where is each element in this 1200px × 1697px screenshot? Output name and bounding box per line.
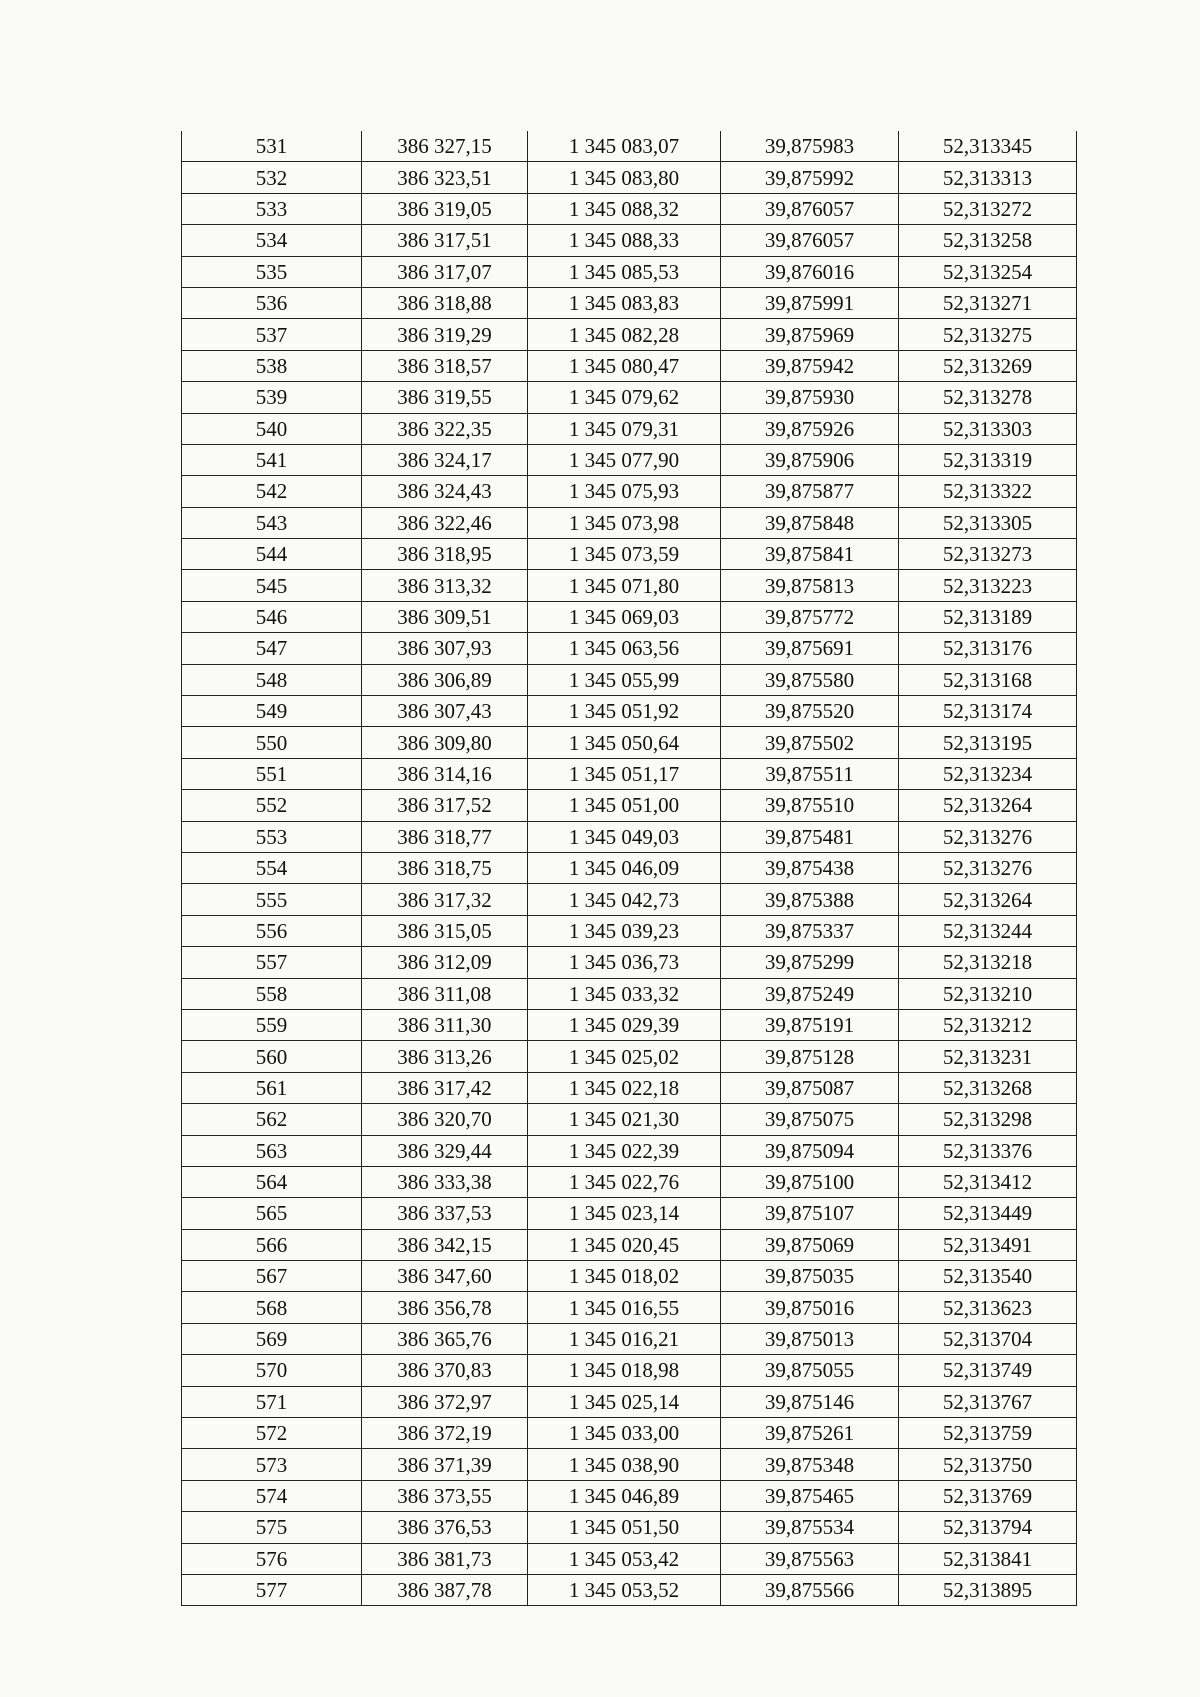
point-number-cell: 576 [182, 1543, 362, 1574]
table-row [182, 413, 1077, 444]
table-row [182, 225, 1077, 256]
y-coordinate-cell: 1 345 051,50 [528, 1512, 721, 1543]
table-row [182, 1104, 1077, 1135]
longitude-cell: 39,875481 [721, 821, 899, 852]
table-row [182, 570, 1077, 601]
latitude-cell: 52,313275 [899, 319, 1077, 350]
table-row [182, 758, 1077, 789]
longitude-cell: 39,875249 [721, 978, 899, 1009]
table-row [182, 507, 1077, 538]
table-row [182, 1166, 1077, 1197]
y-coordinate-cell: 1 345 046,09 [528, 852, 721, 883]
longitude-cell: 39,875877 [721, 476, 899, 507]
point-number-cell: 551 [182, 758, 362, 789]
point-number-cell: 532 [182, 162, 362, 193]
point-number-cell: 568 [182, 1292, 362, 1323]
x-coordinate-cell: 386 365,76 [362, 1323, 528, 1354]
table-row [182, 444, 1077, 475]
y-coordinate-cell: 1 345 088,33 [528, 225, 721, 256]
point-number-cell: 550 [182, 727, 362, 758]
point-number-cell: 538 [182, 350, 362, 381]
point-number-cell: 543 [182, 507, 362, 538]
longitude-cell: 39,875087 [721, 1072, 899, 1103]
point-number-cell: 562 [182, 1104, 362, 1135]
point-number-cell: 534 [182, 225, 362, 256]
point-number-cell: 548 [182, 664, 362, 695]
table-row [182, 915, 1077, 946]
point-number-cell: 567 [182, 1261, 362, 1292]
y-coordinate-cell: 1 345 079,62 [528, 382, 721, 413]
x-coordinate-cell: 386 307,43 [362, 696, 528, 727]
latitude-cell: 52,313276 [899, 852, 1077, 883]
x-coordinate-cell: 386 317,32 [362, 884, 528, 915]
table-row [182, 601, 1077, 632]
x-coordinate-cell: 386 317,52 [362, 790, 528, 821]
y-coordinate-cell: 1 345 021,30 [528, 1104, 721, 1135]
y-coordinate-cell: 1 345 088,32 [528, 193, 721, 224]
table-row [182, 664, 1077, 695]
latitude-cell: 52,313759 [899, 1418, 1077, 1449]
y-coordinate-cell: 1 345 080,47 [528, 350, 721, 381]
point-number-cell: 573 [182, 1449, 362, 1480]
latitude-cell: 52,313345 [899, 131, 1077, 162]
point-number-cell: 545 [182, 570, 362, 601]
latitude-cell: 52,313749 [899, 1355, 1077, 1386]
point-number-cell: 571 [182, 1386, 362, 1417]
point-number-cell: 552 [182, 790, 362, 821]
longitude-cell: 39,875013 [721, 1323, 899, 1354]
table-row [182, 1009, 1077, 1040]
y-coordinate-cell: 1 345 071,80 [528, 570, 721, 601]
latitude-cell: 52,313210 [899, 978, 1077, 1009]
x-coordinate-cell: 386 319,05 [362, 193, 528, 224]
point-number-cell: 541 [182, 444, 362, 475]
latitude-cell: 52,313264 [899, 790, 1077, 821]
latitude-cell: 52,313841 [899, 1543, 1077, 1574]
x-coordinate-cell: 386 314,16 [362, 758, 528, 789]
x-coordinate-cell: 386 318,77 [362, 821, 528, 852]
x-coordinate-cell: 386 372,97 [362, 1386, 528, 1417]
x-coordinate-cell: 386 311,30 [362, 1009, 528, 1040]
table-row [182, 947, 1077, 978]
table-row [182, 476, 1077, 507]
latitude-cell: 52,313223 [899, 570, 1077, 601]
y-coordinate-cell: 1 345 016,55 [528, 1292, 721, 1323]
table-row [182, 978, 1077, 1009]
x-coordinate-cell: 386 324,43 [362, 476, 528, 507]
x-coordinate-cell: 386 309,51 [362, 601, 528, 632]
longitude-cell: 39,875691 [721, 633, 899, 664]
y-coordinate-cell: 1 345 079,31 [528, 413, 721, 444]
x-coordinate-cell: 386 320,70 [362, 1104, 528, 1135]
table-row [182, 539, 1077, 570]
table-row [182, 131, 1077, 162]
longitude-cell: 39,875563 [721, 1543, 899, 1574]
table-row [182, 1418, 1077, 1449]
table-row [182, 727, 1077, 758]
latitude-cell: 52,313244 [899, 915, 1077, 946]
y-coordinate-cell: 1 345 018,02 [528, 1261, 721, 1292]
table-row [182, 162, 1077, 193]
table-row [182, 1072, 1077, 1103]
y-coordinate-cell: 1 345 073,59 [528, 539, 721, 570]
y-coordinate-cell: 1 345 022,39 [528, 1135, 721, 1166]
point-number-cell: 542 [182, 476, 362, 507]
point-number-cell: 566 [182, 1229, 362, 1260]
x-coordinate-cell: 386 309,80 [362, 727, 528, 758]
y-coordinate-cell: 1 345 075,93 [528, 476, 721, 507]
latitude-cell: 52,313704 [899, 1323, 1077, 1354]
table-row [182, 319, 1077, 350]
longitude-cell: 39,875906 [721, 444, 899, 475]
x-coordinate-cell: 386 306,89 [362, 664, 528, 695]
table-row [182, 1323, 1077, 1354]
x-coordinate-cell: 386 342,15 [362, 1229, 528, 1260]
latitude-cell: 52,313273 [899, 539, 1077, 570]
point-number-cell: 557 [182, 947, 362, 978]
x-coordinate-cell: 386 372,19 [362, 1418, 528, 1449]
table-row [182, 790, 1077, 821]
x-coordinate-cell: 386 313,32 [362, 570, 528, 601]
y-coordinate-cell: 1 345 053,42 [528, 1543, 721, 1574]
coordinates-table-body [182, 131, 1077, 1606]
table-row [182, 350, 1077, 381]
x-coordinate-cell: 386 347,60 [362, 1261, 528, 1292]
point-number-cell: 563 [182, 1135, 362, 1166]
table-row [182, 1449, 1077, 1480]
y-coordinate-cell: 1 345 055,99 [528, 664, 721, 695]
longitude-cell: 39,875848 [721, 507, 899, 538]
longitude-cell: 39,876057 [721, 225, 899, 256]
latitude-cell: 52,313769 [899, 1480, 1077, 1511]
y-coordinate-cell: 1 345 036,73 [528, 947, 721, 978]
y-coordinate-cell: 1 345 083,83 [528, 287, 721, 318]
y-coordinate-cell: 1 345 051,92 [528, 696, 721, 727]
x-coordinate-cell: 386 327,15 [362, 131, 528, 162]
latitude-cell: 52,313750 [899, 1449, 1077, 1480]
point-number-cell: 540 [182, 413, 362, 444]
y-coordinate-cell: 1 345 069,03 [528, 601, 721, 632]
table-row [182, 696, 1077, 727]
y-coordinate-cell: 1 345 053,52 [528, 1574, 721, 1605]
latitude-cell: 52,313258 [899, 225, 1077, 256]
y-coordinate-cell: 1 345 029,39 [528, 1009, 721, 1040]
table-row [182, 633, 1077, 664]
x-coordinate-cell: 386 317,51 [362, 225, 528, 256]
longitude-cell: 39,875511 [721, 758, 899, 789]
longitude-cell: 39,875502 [721, 727, 899, 758]
longitude-cell: 39,875930 [721, 382, 899, 413]
y-coordinate-cell: 1 345 049,03 [528, 821, 721, 852]
point-number-cell: 570 [182, 1355, 362, 1386]
point-number-cell: 553 [182, 821, 362, 852]
table-row [182, 884, 1077, 915]
y-coordinate-cell: 1 345 073,98 [528, 507, 721, 538]
latitude-cell: 52,313449 [899, 1198, 1077, 1229]
longitude-cell: 39,875055 [721, 1355, 899, 1386]
y-coordinate-cell: 1 345 039,23 [528, 915, 721, 946]
latitude-cell: 52,313767 [899, 1386, 1077, 1417]
latitude-cell: 52,313218 [899, 947, 1077, 978]
longitude-cell: 39,875534 [721, 1512, 899, 1543]
y-coordinate-cell: 1 345 033,00 [528, 1418, 721, 1449]
y-coordinate-cell: 1 345 085,53 [528, 256, 721, 287]
point-number-cell: 547 [182, 633, 362, 664]
x-coordinate-cell: 386 317,07 [362, 256, 528, 287]
x-coordinate-cell: 386 322,35 [362, 413, 528, 444]
table-row [182, 1198, 1077, 1229]
longitude-cell: 39,875813 [721, 570, 899, 601]
latitude-cell: 52,313212 [899, 1009, 1077, 1040]
latitude-cell: 52,313313 [899, 162, 1077, 193]
longitude-cell: 39,875942 [721, 350, 899, 381]
longitude-cell: 39,876016 [721, 256, 899, 287]
y-coordinate-cell: 1 345 051,17 [528, 758, 721, 789]
longitude-cell: 39,875107 [721, 1198, 899, 1229]
y-coordinate-cell: 1 345 020,45 [528, 1229, 721, 1260]
longitude-cell: 39,875191 [721, 1009, 899, 1040]
latitude-cell: 52,313189 [899, 601, 1077, 632]
point-number-cell: 533 [182, 193, 362, 224]
x-coordinate-cell: 386 318,75 [362, 852, 528, 883]
point-number-cell: 561 [182, 1072, 362, 1103]
point-number-cell: 539 [182, 382, 362, 413]
latitude-cell: 52,313231 [899, 1041, 1077, 1072]
point-number-cell: 572 [182, 1418, 362, 1449]
table-row [182, 1261, 1077, 1292]
point-number-cell: 560 [182, 1041, 362, 1072]
x-coordinate-cell: 386 329,44 [362, 1135, 528, 1166]
x-coordinate-cell: 386 376,53 [362, 1512, 528, 1543]
longitude-cell: 39,875094 [721, 1135, 899, 1166]
longitude-cell: 39,875841 [721, 539, 899, 570]
table-row [182, 852, 1077, 883]
longitude-cell: 39,875337 [721, 915, 899, 946]
point-number-cell: 569 [182, 1323, 362, 1354]
y-coordinate-cell: 1 345 023,14 [528, 1198, 721, 1229]
latitude-cell: 52,313272 [899, 193, 1077, 224]
y-coordinate-cell: 1 345 077,90 [528, 444, 721, 475]
y-coordinate-cell: 1 345 038,90 [528, 1449, 721, 1480]
longitude-cell: 39,875128 [721, 1041, 899, 1072]
latitude-cell: 52,313319 [899, 444, 1077, 475]
longitude-cell: 39,875566 [721, 1574, 899, 1605]
coordinates-table [181, 131, 1077, 1606]
point-number-cell: 546 [182, 601, 362, 632]
point-number-cell: 554 [182, 852, 362, 883]
point-number-cell: 577 [182, 1574, 362, 1605]
y-coordinate-cell: 1 345 050,64 [528, 727, 721, 758]
x-coordinate-cell: 386 324,17 [362, 444, 528, 475]
x-coordinate-cell: 386 312,09 [362, 947, 528, 978]
latitude-cell: 52,313623 [899, 1292, 1077, 1323]
longitude-cell: 39,875465 [721, 1480, 899, 1511]
table-row [182, 256, 1077, 287]
x-coordinate-cell: 386 311,08 [362, 978, 528, 1009]
x-coordinate-cell: 386 333,38 [362, 1166, 528, 1197]
x-coordinate-cell: 386 337,53 [362, 1198, 528, 1229]
table-row [182, 1355, 1077, 1386]
point-number-cell: 549 [182, 696, 362, 727]
x-coordinate-cell: 386 318,95 [362, 539, 528, 570]
table-row [182, 1480, 1077, 1511]
longitude-cell: 39,875035 [721, 1261, 899, 1292]
x-coordinate-cell: 386 381,73 [362, 1543, 528, 1574]
latitude-cell: 52,313895 [899, 1574, 1077, 1605]
latitude-cell: 52,313491 [899, 1229, 1077, 1260]
x-coordinate-cell: 386 315,05 [362, 915, 528, 946]
longitude-cell: 39,875438 [721, 852, 899, 883]
latitude-cell: 52,313268 [899, 1072, 1077, 1103]
table-row [182, 1135, 1077, 1166]
longitude-cell: 39,875299 [721, 947, 899, 978]
point-number-cell: 565 [182, 1198, 362, 1229]
x-coordinate-cell: 386 307,93 [362, 633, 528, 664]
longitude-cell: 39,875580 [721, 664, 899, 695]
longitude-cell: 39,876057 [721, 193, 899, 224]
point-number-cell: 559 [182, 1009, 362, 1040]
y-coordinate-cell: 1 345 063,56 [528, 633, 721, 664]
point-number-cell: 531 [182, 131, 362, 162]
point-number-cell: 574 [182, 1480, 362, 1511]
point-number-cell: 544 [182, 539, 362, 570]
x-coordinate-cell: 386 319,29 [362, 319, 528, 350]
table-row [182, 1292, 1077, 1323]
point-number-cell: 564 [182, 1166, 362, 1197]
x-coordinate-cell: 386 387,78 [362, 1574, 528, 1605]
latitude-cell: 52,313254 [899, 256, 1077, 287]
x-coordinate-cell: 386 373,55 [362, 1480, 528, 1511]
table-row [182, 1512, 1077, 1543]
latitude-cell: 52,313271 [899, 287, 1077, 318]
x-coordinate-cell: 386 318,88 [362, 287, 528, 318]
latitude-cell: 52,313168 [899, 664, 1077, 695]
y-coordinate-cell: 1 345 083,80 [528, 162, 721, 193]
x-coordinate-cell: 386 322,46 [362, 507, 528, 538]
point-number-cell: 536 [182, 287, 362, 318]
latitude-cell: 52,313276 [899, 821, 1077, 852]
y-coordinate-cell: 1 345 022,18 [528, 1072, 721, 1103]
point-number-cell: 558 [182, 978, 362, 1009]
x-coordinate-cell: 386 319,55 [362, 382, 528, 413]
longitude-cell: 39,875510 [721, 790, 899, 821]
latitude-cell: 52,313305 [899, 507, 1077, 538]
longitude-cell: 39,875075 [721, 1104, 899, 1135]
point-number-cell: 555 [182, 884, 362, 915]
y-coordinate-cell: 1 345 082,28 [528, 319, 721, 350]
latitude-cell: 52,313269 [899, 350, 1077, 381]
latitude-cell: 52,313298 [899, 1104, 1077, 1135]
latitude-cell: 52,313234 [899, 758, 1077, 789]
y-coordinate-cell: 1 345 018,98 [528, 1355, 721, 1386]
table-row [182, 1574, 1077, 1605]
longitude-cell: 39,875016 [721, 1292, 899, 1323]
longitude-cell: 39,875348 [721, 1449, 899, 1480]
table-row [182, 821, 1077, 852]
longitude-cell: 39,875926 [721, 413, 899, 444]
latitude-cell: 52,313794 [899, 1512, 1077, 1543]
longitude-cell: 39,875069 [721, 1229, 899, 1260]
point-number-cell: 537 [182, 319, 362, 350]
y-coordinate-cell: 1 345 016,21 [528, 1323, 721, 1354]
latitude-cell: 52,313412 [899, 1166, 1077, 1197]
x-coordinate-cell: 386 323,51 [362, 162, 528, 193]
x-coordinate-cell: 386 317,42 [362, 1072, 528, 1103]
point-number-cell: 535 [182, 256, 362, 287]
latitude-cell: 52,313264 [899, 884, 1077, 915]
y-coordinate-cell: 1 345 051,00 [528, 790, 721, 821]
x-coordinate-cell: 386 313,26 [362, 1041, 528, 1072]
longitude-cell: 39,875772 [721, 601, 899, 632]
point-number-cell: 556 [182, 915, 362, 946]
longitude-cell: 39,875969 [721, 319, 899, 350]
latitude-cell: 52,313176 [899, 633, 1077, 664]
longitude-cell: 39,875991 [721, 287, 899, 318]
y-coordinate-cell: 1 345 033,32 [528, 978, 721, 1009]
x-coordinate-cell: 386 356,78 [362, 1292, 528, 1323]
table-row [182, 1229, 1077, 1260]
longitude-cell: 39,875146 [721, 1386, 899, 1417]
y-coordinate-cell: 1 345 025,14 [528, 1386, 721, 1417]
table-row [182, 1386, 1077, 1417]
table-row [182, 382, 1077, 413]
longitude-cell: 39,875388 [721, 884, 899, 915]
latitude-cell: 52,313322 [899, 476, 1077, 507]
y-coordinate-cell: 1 345 022,76 [528, 1166, 721, 1197]
table-row [182, 1041, 1077, 1072]
x-coordinate-cell: 386 371,39 [362, 1449, 528, 1480]
longitude-cell: 39,875100 [721, 1166, 899, 1197]
latitude-cell: 52,313174 [899, 696, 1077, 727]
y-coordinate-cell: 1 345 042,73 [528, 884, 721, 915]
latitude-cell: 52,313540 [899, 1261, 1077, 1292]
y-coordinate-cell: 1 345 046,89 [528, 1480, 721, 1511]
y-coordinate-cell: 1 345 025,02 [528, 1041, 721, 1072]
table-row [182, 287, 1077, 318]
longitude-cell: 39,875992 [721, 162, 899, 193]
latitude-cell: 52,313376 [899, 1135, 1077, 1166]
point-number-cell: 575 [182, 1512, 362, 1543]
longitude-cell: 39,875520 [721, 696, 899, 727]
latitude-cell: 52,313195 [899, 727, 1077, 758]
x-coordinate-cell: 386 318,57 [362, 350, 528, 381]
latitude-cell: 52,313278 [899, 382, 1077, 413]
table-row [182, 1543, 1077, 1574]
y-coordinate-cell: 1 345 083,07 [528, 131, 721, 162]
longitude-cell: 39,875261 [721, 1418, 899, 1449]
table-row [182, 193, 1077, 224]
x-coordinate-cell: 386 370,83 [362, 1355, 528, 1386]
longitude-cell: 39,875983 [721, 131, 899, 162]
latitude-cell: 52,313303 [899, 413, 1077, 444]
